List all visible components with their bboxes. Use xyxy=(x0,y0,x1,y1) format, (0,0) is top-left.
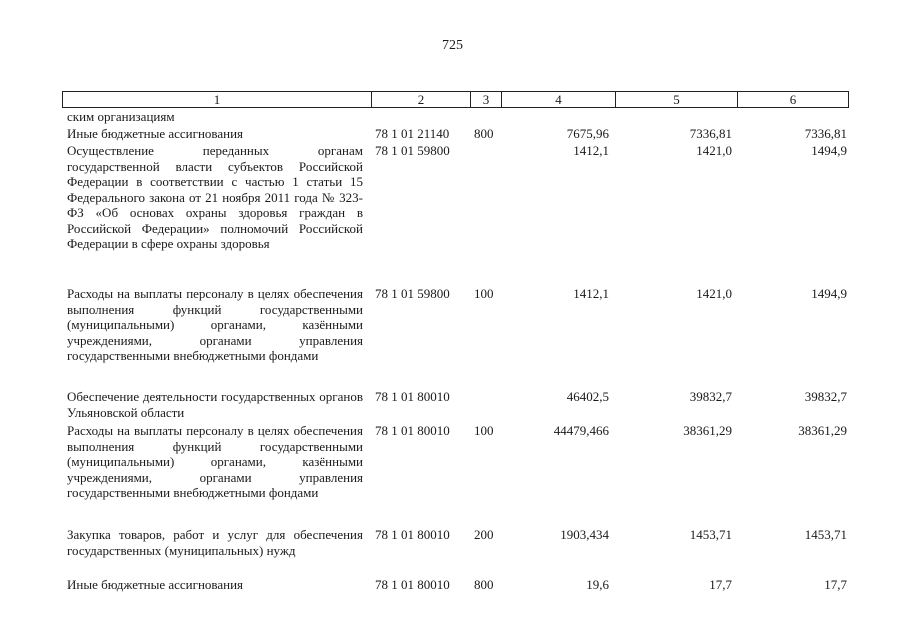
row-description: Расходы на выплаты персоналу в целях обеспечения выполнения функций государственными (муниципальными) органами, казёнными учреждениями, органами управления государственными внебюджетными фондами xyxy=(67,423,363,500)
row-expense-type: 800 xyxy=(474,126,494,141)
row-description: Расходы на выплаты персоналу в целях обеспечения выполнения функций государственными (муниципальными) органами, казёнными учреждениями, органами управления государственными внебюджетными фондами xyxy=(67,286,363,363)
row-value-col4: 1903,434 xyxy=(560,527,609,542)
page-number: 725 xyxy=(442,38,463,53)
row-description: Иные бюджетные ассигнования xyxy=(67,126,244,141)
row-value-col4: 44479,466 xyxy=(553,423,609,438)
row-value-col6: 38361,29 xyxy=(798,423,847,438)
row-value-col5: 38361,29 xyxy=(683,423,732,438)
header-col-1: 1 xyxy=(63,92,372,107)
row-value-col6: 39832,7 xyxy=(804,389,847,404)
row-value-col5: 39832,7 xyxy=(689,389,732,404)
row-description: Осуществление переданных органам государственной власти субъектов Российской Федерации в соответствии с частью 1 статьи 15 Федерального закона от 21 ноября 2011 года № 323-ФЗ «Об основах охраны здоровья граждан в Российской Федерации» полномочий Российской Федерации в сфере охраны здоровья xyxy=(67,143,363,251)
row-value-col4: 19,6 xyxy=(586,577,609,592)
row-value-col5: 7336,81 xyxy=(689,126,732,141)
row-expense-type: 800 xyxy=(474,577,494,592)
header-col-5: 5 xyxy=(616,92,738,107)
row-code: 78 1 01 59800 xyxy=(375,143,450,158)
row-code: 78 1 01 59800 xyxy=(375,286,450,301)
row-value-col4: 7675,96 xyxy=(566,126,609,141)
row-code: 78 1 01 80010 xyxy=(375,577,450,592)
row-expense-type: 100 xyxy=(474,286,494,301)
row-code: 78 1 01 21140 xyxy=(375,126,450,141)
row-value-col6: 1494,9 xyxy=(811,286,847,301)
row-value-col5: 1421,0 xyxy=(696,286,732,301)
row-description: Закупка товаров, работ и услуг для обеспечения государственных (муниципальных) нужд xyxy=(67,527,363,558)
row-expense-type: 100 xyxy=(474,423,494,438)
row-code: 78 1 01 80010 xyxy=(375,389,450,404)
row-value-col4: 46402,5 xyxy=(566,389,609,404)
header-col-4: 4 xyxy=(502,92,616,107)
row-expense-type: 200 xyxy=(474,527,494,542)
row-value-col6: 17,7 xyxy=(824,577,847,592)
row-value-col4: 1412,1 xyxy=(573,286,609,301)
row-code: 78 1 01 80010 xyxy=(375,527,450,542)
header-col-2: 2 xyxy=(372,92,471,107)
row-value-col5: 17,7 xyxy=(709,577,732,592)
row-value-col6: 7336,81 xyxy=(804,126,847,141)
row-description: Обеспечение деятельности государственных органов Ульяновской области xyxy=(67,389,363,420)
row-description: ским организациям xyxy=(67,109,175,124)
row-value-col5: 1453,71 xyxy=(689,527,732,542)
row-description: Иные бюджетные ассигнования xyxy=(67,577,244,592)
row-value-col4: 1412,1 xyxy=(573,143,609,158)
row-value-col6: 1453,71 xyxy=(804,527,847,542)
header-col-6: 6 xyxy=(789,92,797,107)
row-value-col5: 1421,0 xyxy=(696,143,732,158)
row-code: 78 1 01 80010 xyxy=(375,423,450,438)
row-value-col6: 1494,9 xyxy=(811,143,847,158)
header-col-3: 3 xyxy=(471,92,502,107)
table-header-row xyxy=(62,91,849,108)
